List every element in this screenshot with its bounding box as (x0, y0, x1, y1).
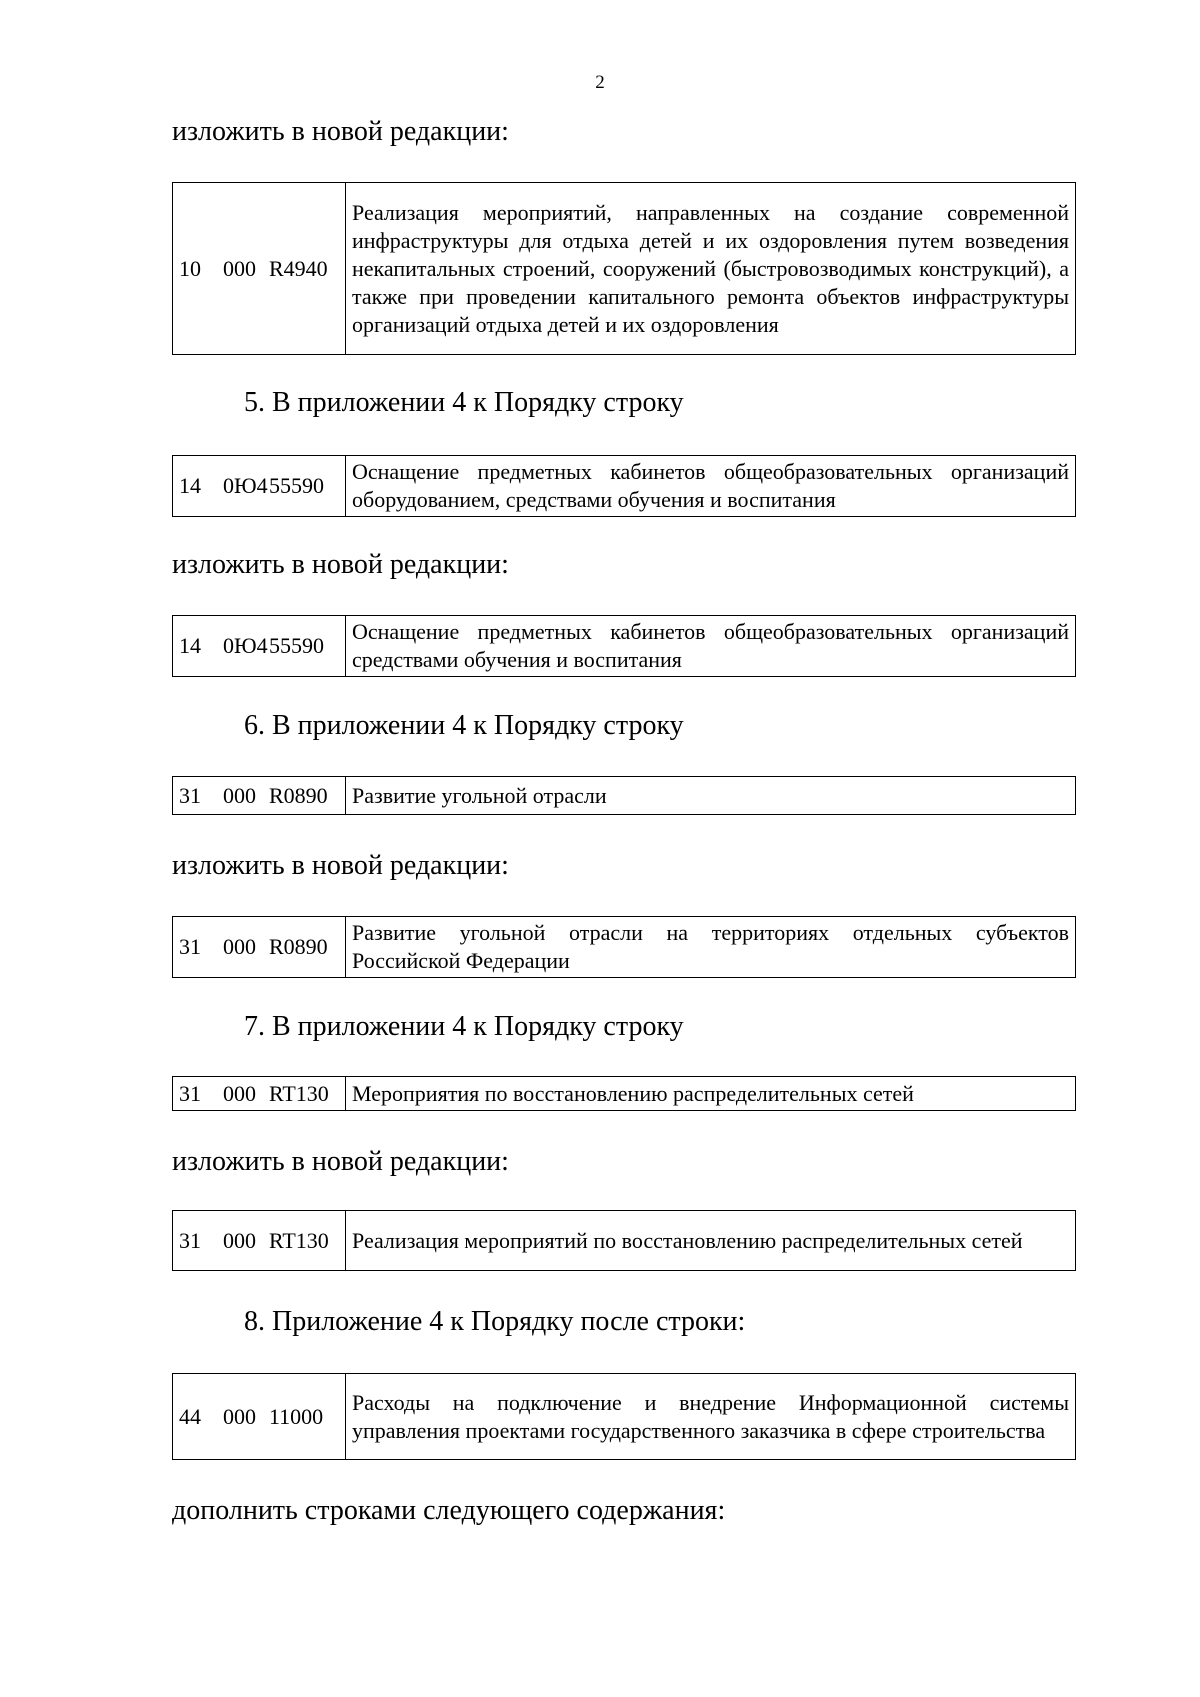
classification-code (173, 917, 346, 978)
classification-code (173, 616, 346, 677)
code-part: 000 (223, 255, 256, 281)
code-part: 14 (179, 473, 201, 498)
section-heading: 8. Приложение 4 к Порядку после строки: (244, 1306, 746, 1337)
page-number: 2 (595, 72, 605, 93)
code-part: 000 (223, 1080, 256, 1106)
row-description: Расходы на подключение и внедрение Информационной системы управления проектами государственного заказчика в сфере строительства (346, 1374, 1076, 1460)
code-part: 000 (223, 782, 256, 808)
budget-row-table (172, 776, 1076, 815)
classification-code (173, 1211, 346, 1271)
table-row (173, 917, 1076, 978)
row-description: Оснащение предметных кабинетов общеобразовательных организаций оборудованием, средствами обучения и воспитания (346, 456, 1076, 517)
row-description: Развитие угольной отрасли (346, 777, 1076, 815)
section-heading: 5. В приложении 4 к Порядку строку (244, 387, 684, 418)
classification-code (173, 1374, 346, 1460)
budget-row-table (172, 1210, 1076, 1271)
code-part: 31 (179, 1227, 201, 1253)
budget-row-table (172, 455, 1076, 517)
row-description: Реализация мероприятий по восстановлению распределительных сетей (346, 1211, 1076, 1271)
code-part: 0Ю4 (223, 633, 268, 658)
code-part: 44 (179, 1403, 201, 1429)
code-part: 10 (179, 255, 201, 281)
code-part: 11000 (269, 1403, 324, 1429)
instruction-text: дополнить строками следующего содержания: (172, 1495, 726, 1526)
table-row (173, 456, 1076, 517)
section-heading: 7. В приложении 4 к Порядку строку (244, 1011, 684, 1042)
table-row (173, 1077, 1076, 1111)
budget-row-table (172, 182, 1076, 355)
code-part: 000 (223, 1403, 256, 1429)
code-part: R4940 (269, 255, 328, 281)
row-description: Оснащение предметных кабинетов общеобразовательных организаций средствами обучения и воспитания (346, 616, 1076, 677)
code-part: 0Ю4 (223, 473, 268, 498)
budget-row-table (172, 916, 1076, 978)
instruction-text: изложить в новой редакции: (172, 850, 509, 881)
code-part: RT130 (269, 1227, 329, 1253)
table-row (173, 777, 1076, 815)
instruction-text: изложить в новой редакции: (172, 549, 509, 580)
row-description: Развитие угольной отрасли на территориях отдельных субъектов Российской Федерации (346, 917, 1076, 978)
table-row (173, 1211, 1076, 1271)
budget-row-table (172, 1076, 1076, 1111)
code-part: R0890 (269, 782, 328, 808)
code-part: 31 (179, 782, 201, 808)
table-row (173, 616, 1076, 677)
code-part: 000 (223, 934, 256, 959)
code-part: 31 (179, 934, 201, 959)
row-description: Реализация мероприятий, направленных на создание современной инфраструктуры для отдыха детей и их оздоровления путем возведения некапитальных строений, сооружений (быстровозводимых конструкций), а также при проведении капитального ремонта объектов инфраструктуры организаций отдыха детей и их оздоровления (346, 183, 1076, 355)
classification-code (173, 183, 346, 355)
code-part: 14 (179, 633, 201, 658)
classification-code (173, 1077, 346, 1111)
classification-code (173, 456, 346, 517)
budget-row-table (172, 615, 1076, 677)
code-part: 31 (179, 1080, 201, 1106)
code-part: RT130 (269, 1080, 329, 1106)
instruction-text: изложить в новой редакции: (172, 1146, 509, 1177)
section-heading: 6. В приложении 4 к Порядку строку (244, 710, 684, 741)
code-part: 55590 (269, 473, 324, 498)
code-part: 55590 (269, 633, 324, 658)
table-row (173, 1374, 1076, 1460)
table-row (173, 183, 1076, 355)
code-part: 000 (223, 1227, 256, 1253)
budget-row-table (172, 1373, 1076, 1460)
instruction-text: изложить в новой редакции: (172, 116, 509, 147)
code-part: R0890 (269, 934, 328, 959)
row-description: Мероприятия по восстановлению распределительных сетей (346, 1077, 1076, 1111)
classification-code (173, 777, 346, 815)
